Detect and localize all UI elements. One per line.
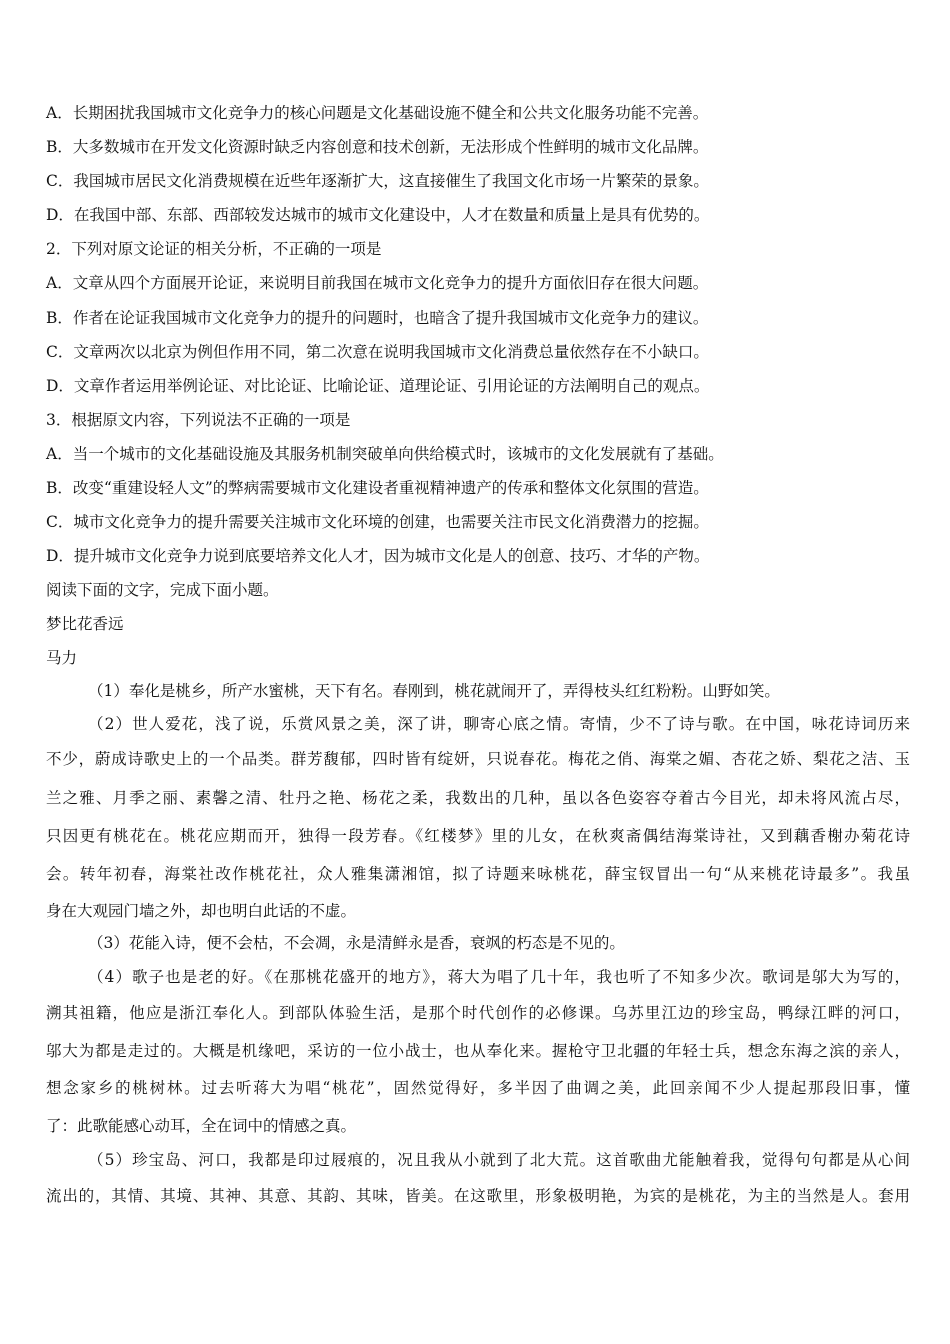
q3-option-b: B．改变“重建设轻人文”的弊病需要城市文化建设者重视精神遗产的传承和整体文化氛围的营造。 (46, 479, 709, 497)
q1-option-b: B．大多数城市在开发文化资源时缺乏内容创意和技术创新，无法形成个性鲜明的城市文化品牌。 (46, 138, 709, 156)
q2-option-a: A．文章从四个方面展开论证，来说明目前我国在城市文化竞争力的提升方面依旧存在很大问题。 (46, 274, 709, 292)
reading-instruction: 阅读下面的文字，完成下面小题。 (46, 581, 279, 599)
q2-option-b: B．作者在论证我国城市文化竞争力的提升的问题时，也暗含了提升我国城市文化竞争力的建议。 (46, 309, 709, 327)
q2-option-c: C．文章两次以北京为例但作用不同，第二次意在说明我国城市文化消费总量依然存在不小缺口。 (46, 343, 709, 361)
paragraph-2-line: 只因更有桃花在。桃花应期而开，独得一段芳春。《红楼梦》里的儿女，在秋爽斋偶结海棠诗社，又到藕香榭办菊花诗 (46, 827, 910, 845)
q1-option-a: A．长期困扰我国城市文化竞争力的核心问题是文化基础设施不健全和公共文化服务功能不完善。 (46, 104, 709, 122)
paragraph-3: （3）花能入诗，便不会枯，不会凋，永是清鲜永是香，衰飒的朽态是不见的。 (88, 934, 625, 952)
q1-option-c: C．我国城市居民文化消费规模在近些年逐渐扩大，这直接催生了我国文化市场一片繁荣的景象。 (46, 172, 709, 190)
paragraph-4-line: （4）歌子也是老的好。《在那桃花盛开的地方》，蒋大为唱了几十年，我也听了不知多少次。歌词是邬大为写的， (88, 968, 910, 986)
paragraph-5-line: （5）珍宝岛、河口，我都是印过屐痕的，况且我从小就到了北大荒。这首歌曲尤能触着我，觉得句句都是从心间 (88, 1151, 910, 1169)
q3-option-c: C．城市文化竞争力的提升需要关注城市文化环境的创建，也需要关注市民文化消费潜力的挖掘。 (46, 513, 709, 531)
q2-option-d: D．文章作者运用举例论证、对比论证、比喻论证、道理论证、引用论证的方法阐明自己的观点。 (46, 377, 710, 395)
article-author: 马力 (46, 649, 78, 667)
paragraph-4-line: 想念家乡的桃树林。过去听蒋大为唱“桃花”，固然觉得好，多半因了曲调之美，此回亲闻不少人提起那段旧事，懂 (46, 1079, 910, 1097)
paragraph-4-line: 了：此歌能感心动耳，全在词中的情感之真。 (46, 1117, 357, 1135)
q1-option-d: D．在我国中部、东部、西部较发达城市的城市文化建设中，人才在数量和质量上是具有优势的。 (46, 206, 710, 224)
paragraph-2-line: 身在大观园门墙之外，却也明白此话的不虚。 (46, 902, 357, 920)
article-title: 梦比花香远 (46, 615, 124, 633)
paragraph-2-line: 会。转年初春，海棠社改作桃花社，众人雅集潇湘馆，拟了诗题来咏桃花，薛宝钗冒出一句“从来桃花诗最多”。我虽 (46, 865, 910, 883)
q2-stem: 2．下列对原文论证的相关分析，不正确的一项是 (46, 240, 382, 258)
paragraph-1: （1）奉化是桃乡，所产水蜜桃，天下有名。春刚到，桃花就闹开了，弄得枝头红红粉粉。山野如笑。 (88, 682, 780, 700)
q3-stem: 3．根据原文内容，下列说法不正确的一项是 (46, 411, 351, 429)
paragraph-4-line: 溯其祖籍，他应是浙江奉化人。到部队体验生活，是那个时代创作的必修课。乌苏里江边的珍宝岛，鸭绿江畔的河口， (46, 1004, 910, 1022)
q3-option-d: D．提升城市文化竞争力说到底要培养文化人才，因为城市文化是人的创意、技巧、才华的产物。 (46, 547, 710, 565)
paragraph-2-line: 不少，蔚成诗歌史上的一个品类。群芳馥郁，四时皆有绽妍，只说春花。梅花之俏、海棠之媚、杏花之娇、梨花之洁、玉 (46, 750, 910, 768)
paragraph-2-line: 兰之雅、月季之丽、素馨之清、牡丹之艳、杨花之柔，我数出的几种，虽以各色姿容夺着古今目光，却未将风流占尽， (46, 789, 910, 807)
paragraph-5-line: 流出的，其情、其境、其神、其意、其韵、其味，皆美。在这歌里，形象极明艳，为宾的是桃花，为主的当然是人。套用 (46, 1187, 910, 1205)
paragraph-4-line: 邬大为都是走过的。大概是机缘吧，采访的一位小战士，也从奉化来。握枪守卫北疆的年轻士兵，想念东海之滨的亲人， (46, 1042, 910, 1060)
paragraph-2-line: （2）世人爱花，浅了说，乐赏风景之美，深了讲，聊寄心底之情。寄情，少不了诗与歌。在中国，咏花诗词历来 (88, 715, 910, 733)
q3-option-a: A．当一个城市的文化基础设施及其服务机制突破单向供给模式时，该城市的文化发展就有了基础。 (46, 445, 724, 463)
